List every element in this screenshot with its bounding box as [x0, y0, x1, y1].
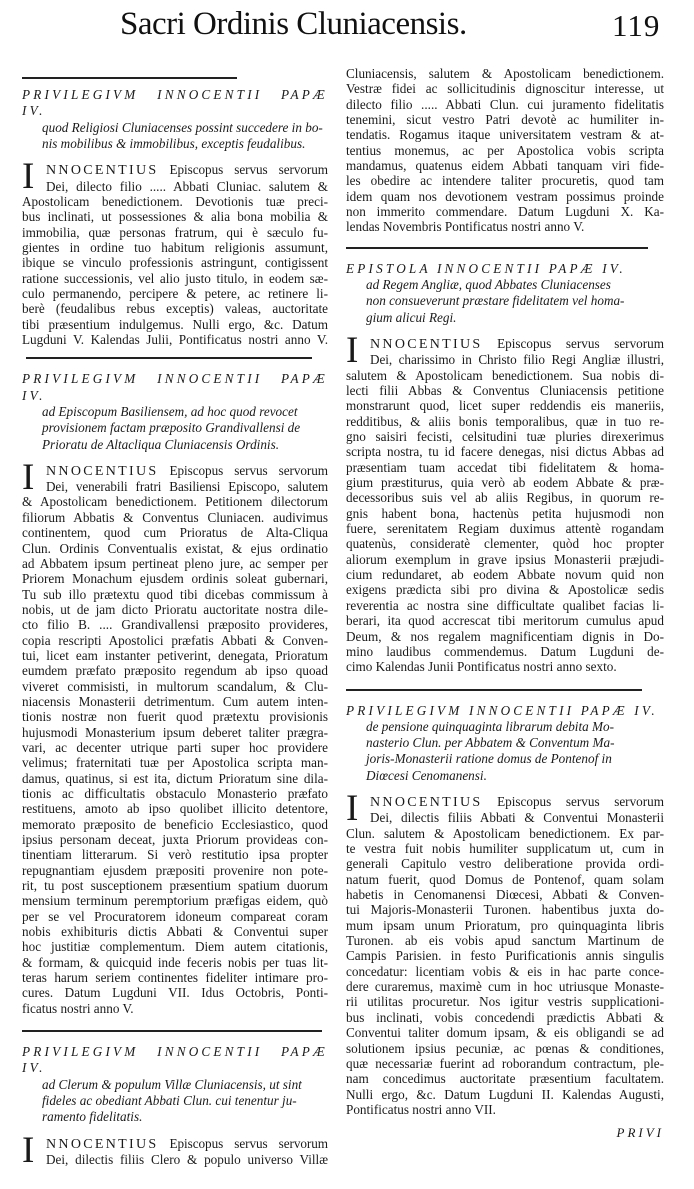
body-line: mum ipsam unum Prioratum, pro quinquaginta libris	[346, 917, 664, 933]
body-line: vari, ac decenter utrique parti super hoc providere	[22, 739, 328, 755]
heading-title: PRIVILEGIVM INNOCENTII PAPÆ IV.	[22, 371, 328, 403]
body-line: Dei, dilectis filiis Clero & populo universo Villæ	[46, 1152, 328, 1167]
body-line: rit, tu post susceptionem præsentium spatium duorum	[22, 878, 328, 894]
heading-line: Prioratu de Altacliqua Cluniacensis Ordinis.	[42, 436, 280, 452]
body-line: bus inclinati, ut possessiones & alia bona mobilia &	[22, 209, 328, 225]
body-line: NNOCENTIUS Episcopus servus servorum	[46, 462, 329, 479]
body-line: les obedire ac intendere taliter procuretis, quod tam	[346, 173, 664, 189]
heading-line: ad Clerum & populum Villæ Cluniacensis, ut sint	[42, 1076, 302, 1092]
left-column	[22, 63, 329, 1171]
body-line: Lugduni V. Kalendas Julii, Pontificatus nostri anno V.	[22, 331, 328, 347]
body-line: Campis Parisien. in festo Purificationis annis singulis	[346, 948, 664, 964]
body-line: lendas Novembris Pontificatus nostri anno V.	[346, 219, 585, 235]
body-line: salutem & Apostolicam benedictionem. Sua nobis di-	[346, 367, 664, 383]
body-line: mensium terminum peremptorium præfigas eidem, quò	[22, 893, 328, 909]
body-line: continentem, quod cum Prioratus de Alta-Cliqua	[22, 525, 328, 541]
body-line: cimo Kalendas Junii Pontificatus nostri anno sexto.	[346, 659, 617, 675]
heading-line: ad Episcopum Basiliensem, ad hoc quod revocet	[42, 403, 298, 419]
body-line: gnis habent bona, hactenùs petita hujusmodi non	[346, 505, 664, 521]
body-line: præsentiam tuam accedat tibi fidelitatem & homa-	[346, 459, 664, 475]
body-line: tentius monemus, ac per Apostolica vobis scripta	[346, 142, 664, 158]
body-line: dere curaremus, maximè cum in hoc utriusque Monaste-	[346, 979, 664, 995]
body-line: ibique se vinculo professionis astringunt, contigissent	[22, 255, 328, 271]
body-line: mandamus, quatenus eidem Abbati tanquam viri fide-	[346, 158, 664, 174]
catchword: PRIVI	[616, 1125, 664, 1141]
body-line: habetis in Cenomanensi Diœcesi, Abbati & Conven-	[346, 887, 664, 903]
body-line: rii utilitas procuretur. Nos igitur vestris supplicationi-	[346, 994, 664, 1010]
body-line: natum fuerit, quod Domus de Pontenof, quam solam	[346, 871, 664, 887]
section-body	[22, 1129, 329, 1171]
body-line: redditibus, & aliis bonis temporalibus, quæ in tuo re-	[346, 413, 664, 429]
body-line: non immerito commendare. Datum Lugduni X. Ka-	[346, 204, 664, 220]
body-line: viveret commisisti, in multorum scandalum, & Clu-	[22, 678, 328, 694]
body-line: Clun. salutem & Apostolicam benedictionem. Ex par-	[346, 825, 664, 841]
heading-line: Diœcesi Cenomanensi.	[366, 767, 487, 783]
body-line: bus inclinati, vobis concedendi prædictis Abbati &	[346, 1009, 664, 1025]
body-line: scripta nostra, tu id facere denegas, nisi dictus Abbas ad	[346, 444, 664, 460]
body-line: copia rescripti Apostolici præfatis Abbati & Conven-	[22, 632, 328, 648]
body-line: aliorum exemplum in grave ipsius Monasterii præjudi-	[346, 551, 664, 567]
body-line: generali Capitulo vestro deliberatione provida ordi-	[346, 856, 664, 872]
body-line: fuere, serenitatem Regiam duximus attentè rogandam	[346, 521, 664, 537]
body-line: NNOCENTIUS Episcopus servus servorum	[46, 162, 329, 179]
drop-cap: I	[346, 329, 359, 371]
right-column	[346, 66, 664, 1141]
section-body	[346, 788, 664, 1117]
heading-title: EPISTOLA INNOCENTII PAPÆ IV.	[346, 260, 626, 276]
heading-line: ad Regem Angliæ, quod Abbates Cluniacenses	[366, 277, 611, 293]
section-body	[22, 456, 329, 1016]
body-line: Deum, & nos regalem magnificentiam dignis in Do-	[346, 628, 664, 644]
body-line: memorato præposito de beneficio Ecclesiastico, quod	[22, 816, 328, 832]
body-line: Apostolicam benedictionem. Devotionis tuæ preci-	[22, 193, 328, 209]
body-line: niacensis Monasterii detrimentum. Cum autem inten-	[22, 693, 328, 709]
body-line: decessoribus suis vel ab aliis Regibus, in quorum re-	[346, 490, 664, 506]
body-line: mino laudibus commendemus. Datum Lugduni de-	[346, 643, 664, 659]
body-line: gium præstiturus, quia verò ab eodem Abbate & præ-	[346, 475, 664, 491]
drop-cap: I	[22, 1129, 35, 1171]
body-line: eumdem præfato præposito regendum ab ipso quoad	[22, 663, 328, 679]
body-line: teras harum seriem continentes fideliter intimare pro-	[22, 970, 328, 986]
body-line: Priorem Monachum ejusdem ordinis soleat gubernari,	[22, 571, 328, 587]
body-line: ipsius personam deceat, juxta Priorum provideas con-	[22, 832, 328, 848]
body-line: tibi præsentium indulgemus. Nulli ergo, &c. Datum	[22, 316, 328, 332]
body-line: NNOCENTIUS Episcopus servus servorum	[370, 335, 664, 352]
heading-title: PRIVILEGIVM INNOCENTII PAPÆ IV.	[22, 87, 328, 119]
running-head-title: Sacri Ordinis Cluniacensis.	[120, 6, 467, 42]
body-line: cto filio B. .... Grandivallensi præposito provideres,	[22, 617, 328, 633]
body-line: berari, ita quod accrescat tibi meritorum cumulus apud	[346, 613, 664, 629]
body-line: idem quam nos devotionem vestram possimus proinde	[346, 188, 664, 204]
body-line: repugnantiam ejusdem præpositi provenire non pote-	[22, 862, 328, 878]
body-line: monstrarunt quod, licet super reddendis eis maneriis,	[346, 398, 664, 414]
body-line: ratione successionis, vel alio justo titulo, in eodem sæ-	[22, 270, 328, 286]
first-word: NNOCENTIUS	[370, 795, 483, 811]
body-line: tinentiam litterarum. Si verò restitutio ipsa propter	[22, 847, 328, 863]
body-line: nam concedimus auctoritate præsentium facultatem.	[346, 1071, 664, 1087]
body-line: tui Majoris-Monasterii Turonen. habentibus juxta do-	[346, 902, 664, 918]
body-line: tionis ac difficultatis obstaculo Monasterio præfato	[22, 786, 328, 802]
section-heading	[346, 261, 664, 326]
body-line: culo permanendo, percipere & petere, ac retinere li-	[22, 285, 328, 301]
heading-title: PRIVILEGIVM INNOCENTII PAPÆ IV.	[22, 1044, 328, 1076]
drop-cap: I	[22, 456, 35, 498]
body-line: tendatis. Rogamus itaque universitatem vestram & at-	[346, 127, 664, 143]
body-line: Dei, dilecto filio ..... Abbati Cluniac. salutem &	[46, 178, 328, 194]
body-line: & formam, & quicquid inde feceris nobis per tuas lit-	[22, 954, 328, 970]
heading-line: provisionem factam præposito Grandivallensi de	[42, 420, 301, 436]
first-word: NNOCENTIUS	[46, 463, 159, 479]
heading-line: nis mobilibus & immobilibus, exceptis feudalibus.	[42, 135, 306, 151]
first-word: NNOCENTIUS	[46, 163, 159, 179]
body-line: velimus; fraternitati tuæ per Apostolica scripta man-	[22, 755, 328, 771]
body-line: immobilia, quæ personas fratrum, qui è sæculo fu-	[22, 224, 328, 240]
heading-line: non consueverunt præstare fidelitatem vel homa-	[366, 293, 625, 309]
first-word: NNOCENTIUS	[370, 336, 483, 352]
body-line: nobis, ut de jam dicto Prioratu auctoritate nostra dile-	[22, 601, 328, 617]
body-line: berè (feudalibus rebus exceptis) valeas, auctoritate	[22, 301, 328, 317]
body-line: hujusmodi Monasterium ipsum deberet taliter prægra-	[22, 724, 328, 740]
body-line: cium redundaret, ab eodem Abbate novum quid non	[346, 567, 664, 583]
heading-title: PRIVILEGIVM INNOCENTII PAPÆ IV.	[346, 702, 658, 718]
heading-line: fideles ac obediant Abbati Clun. cui tenentur ju-	[42, 1093, 297, 1109]
body-line: tenemini, sicut vestro Patri devotè ac humiliter in-	[346, 112, 664, 128]
body-line: Cluniacensis, salutem & Apostolicam benedictionem.	[346, 66, 664, 81]
body-line: cures. Datum Lugduni VII. Idus Octobris, Ponti-	[22, 985, 328, 1001]
body-line: hoc justitiæ complementum. Diem autem citationis,	[22, 939, 328, 955]
body-line: filiorum Abbatis & Conventus Cluniacen. audivimus	[22, 509, 328, 525]
body-line: concedatur: licentiam vobis & eis in hac parte conce-	[346, 963, 664, 979]
page-number: 119	[612, 8, 661, 43]
body-line: Dei, venerabili fratri Basiliensi Episcopo, salutem	[46, 479, 328, 495]
body-line: Turonen. ab eis vobis apud sanctum Martinum de	[346, 933, 664, 949]
section-heading	[346, 703, 664, 784]
first-word: NNOCENTIUS	[46, 1136, 159, 1152]
body-line: Dei, dilectis filiis Abbati & Conventui Monasterii	[370, 810, 664, 826]
body-line: quæ necessariæ fuerint ad roborandum contractum, ple-	[346, 1055, 664, 1071]
body-line: ficatus nostri anno V.	[22, 1000, 134, 1016]
section-heading	[22, 371, 328, 452]
drop-cap: I	[346, 788, 359, 830]
body-line: nobis exhibituris dictis Abbati & Conventui super	[22, 924, 328, 940]
heading-line: joris-Monasterii ratione domus de Pontenof in	[366, 751, 612, 767]
body-line: Conventui taliter domum ipsam, & eis obligandi se ad	[346, 1025, 664, 1041]
body-line: solutionem ipsius pecuniæ, ac pœnas & conditiones,	[346, 1040, 664, 1056]
heading-line: de pensione quinquaginta librarum debita Mo-	[366, 718, 614, 734]
body-line: NNOCENTIUS Episcopus servus servorum	[370, 794, 664, 811]
section-heading	[22, 87, 328, 152]
body-line: dilecto filio ..... Abbati Clun. cui juramento fidelitatis	[346, 96, 664, 112]
body-line: Dei, charissimo in Christo filio Regi Angliæ illustri,	[370, 352, 664, 368]
document-section	[346, 703, 664, 1118]
document-section	[22, 371, 328, 1016]
body-line: restituens, amoto ab ipso quolibet illicito detentore,	[22, 801, 328, 817]
body-line: Vestræ fidei ac sollicitudinis dignoscitur interesse, ut	[346, 81, 664, 97]
heading-line: ramento fidelitatis.	[42, 1109, 143, 1125]
body-line: gno saisiri fecisti, celsitudini tuæ pluries direxerimus	[346, 429, 664, 445]
document-section	[346, 261, 664, 675]
section-heading	[22, 1044, 328, 1125]
continuation-text	[346, 66, 664, 235]
drop-cap: I	[22, 156, 35, 198]
document-section	[22, 87, 328, 347]
body-line: te vestra fuit nobis humiliter supplicatum ut, cum in	[346, 841, 664, 857]
body-line: ad Abbatem ipsum pertineat pleno jure, ac semper per	[22, 555, 328, 571]
body-line: damus, quatinus, si est ita, dictum Prioratum sine dila-	[22, 770, 328, 786]
body-line: Nulli ergo, &c. Datum Lugduni II. Kalendas Augusti,	[346, 1086, 664, 1102]
body-line: lecti filii Abbas & Conventus Cluniacensis petitione	[346, 383, 664, 398]
body-line: Tu sub illo prætextu quod tibi dicebas commissum à	[22, 586, 328, 602]
body-line: reverentia ac nostra sine difficultate qualibet facias li-	[346, 597, 664, 613]
body-line: & Apostolicam benedictionem. Petitionem dilectorum	[22, 494, 328, 510]
body-line: Clun. Ordinis Conventualis existat, & ejus ordinatio	[22, 540, 328, 556]
body-line: exigens prædicta sibi pro divina & Apostolicæ sedis	[346, 582, 664, 598]
running-header	[0, 6, 694, 52]
document-section	[22, 1044, 329, 1171]
section-body	[346, 329, 664, 675]
body-line: tui, licet eam instanter petiverint, denegata, Prioratum	[22, 647, 328, 663]
body-line: gientes in ordine tuo habitum religionis assumunt,	[22, 239, 328, 255]
body-line: per se vel Procuratorem idoneum compareat coram	[22, 908, 328, 924]
body-line: tionis nostræ non fuerit quod prætextu provisionis	[22, 709, 328, 725]
body-line: Pontificatus nostri anno VII.	[346, 1101, 496, 1117]
section-body	[22, 156, 329, 347]
heading-line: gium alicui Regi.	[366, 309, 457, 325]
body-line: quatenùs, consideratè clementer, quòd hoc propter	[346, 536, 664, 552]
heading-line: nasterio Clun. per Abbatem & Conventum Ma-	[366, 735, 615, 751]
heading-line: quod Religiosi Cluniacenses possint succedere in bo-	[42, 119, 323, 135]
body-line: NNOCENTIUS Episcopus servus servorum	[46, 1135, 329, 1152]
